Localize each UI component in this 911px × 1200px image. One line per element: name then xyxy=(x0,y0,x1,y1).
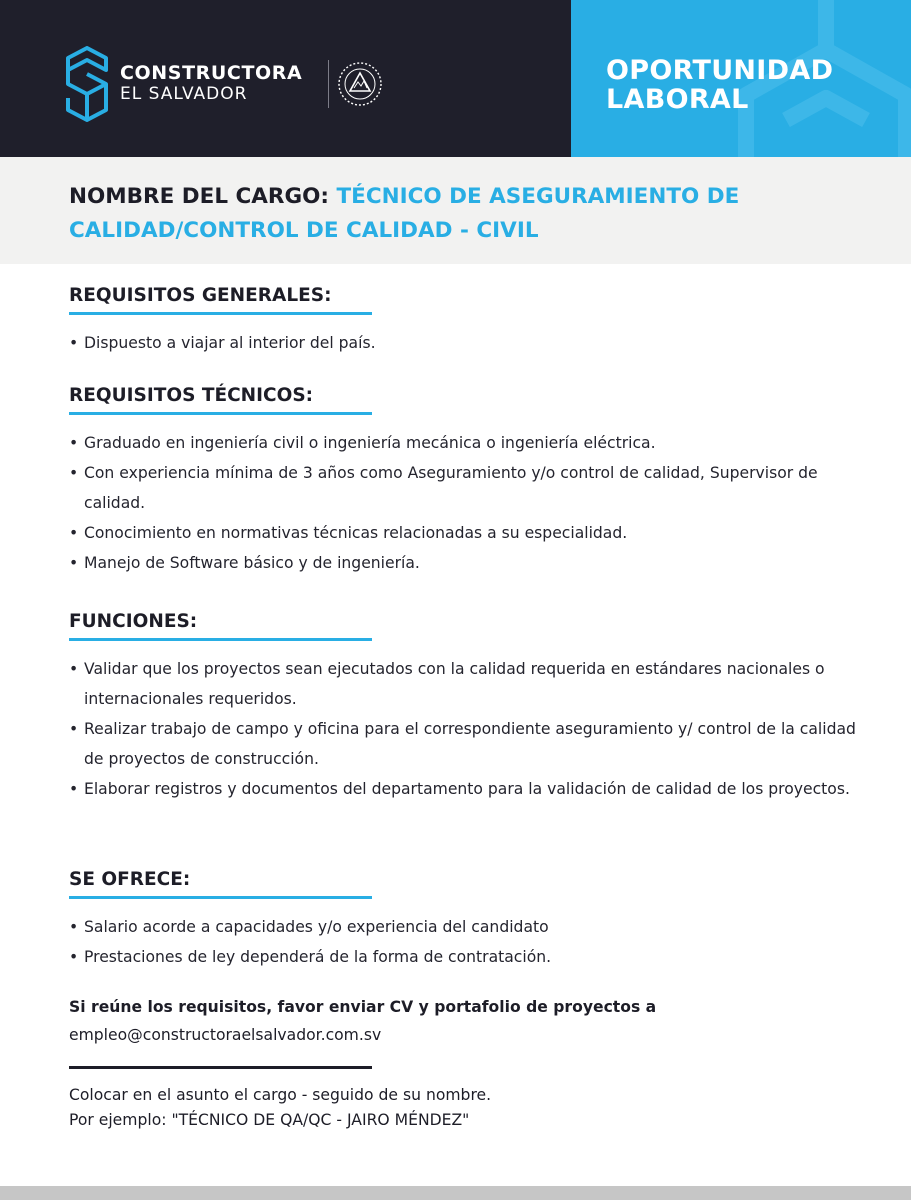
section-requisitos-generales xyxy=(69,283,869,358)
section-underline xyxy=(69,312,372,315)
item-list xyxy=(69,654,869,804)
section-underline xyxy=(69,412,372,415)
footer-bar xyxy=(0,1186,911,1200)
opportunity-line-1: OPORTUNIDAD xyxy=(606,55,834,86)
application-instructions xyxy=(69,993,869,1049)
contact-email[interactable]: empleo@constructoraelsalvador.com.sv xyxy=(69,1026,382,1044)
list-item: • Con experiencia mínima de 3 años como Aseguramiento y/o control de calidad, Supervisor de calidad. xyxy=(69,458,869,518)
list-item: • Dispuesto a viajar al interior del país. xyxy=(69,328,869,358)
section-heading: REQUISITOS TÉCNICOS: xyxy=(69,385,314,406)
section-heading: FUNCIONES: xyxy=(69,611,198,632)
divider-rule xyxy=(69,1066,372,1069)
job-title xyxy=(69,180,869,248)
brand-subname: EL SALVADOR xyxy=(120,84,248,104)
section-requisitos-tecnicos xyxy=(69,383,869,578)
section-underline xyxy=(69,896,372,899)
section-heading: SE OFRECE: xyxy=(69,869,191,890)
item-list xyxy=(69,912,869,972)
brand-name: CONSTRUCTORA xyxy=(120,62,303,84)
list-item: • Realizar trabajo de campo y oficina para el correspondiente aseguramiento y/ control de la calidad de proyectos de construcción. xyxy=(69,714,869,774)
job-title-label: NOMBRE DEL CARGO: xyxy=(69,184,337,209)
government-seal-icon xyxy=(336,60,384,108)
brand-divider xyxy=(328,60,329,108)
item-list xyxy=(69,328,869,358)
list-item: • Elaborar registros y documentos del departamento para la validación de calidad de los proyectos. xyxy=(69,774,869,804)
note-line-1: Colocar en el asunto el cargo - seguido de su nombre. xyxy=(69,1086,492,1104)
constructora-logo-icon xyxy=(66,46,108,122)
list-item: • Prestaciones de ley dependerá de la forma de contratación. xyxy=(69,942,869,972)
list-item: • Graduado en ingeniería civil o ingeniería mecánica o ingeniería eléctrica. xyxy=(69,428,869,458)
section-se-ofrece xyxy=(69,867,869,972)
note-line-2: Por ejemplo: "TÉCNICO DE QA/QC - JAIRO MÉNDEZ" xyxy=(69,1111,470,1129)
cta-text: Si reúne los requisitos, favor enviar CV y portafolio de proyectos a xyxy=(69,998,657,1016)
section-underline xyxy=(69,638,372,641)
list-item: • Conocimiento en normativas técnicas relacionadas a su especialidad. xyxy=(69,518,869,548)
list-item: • Validar que los proyectos sean ejecutados con la calidad requerida en estándares nacionales o internacionales requeridos. xyxy=(69,654,869,714)
job-title-value: TÉCNICO DE ASEGURAMIENTO DE CALIDAD/CONTROL DE CALIDAD - CIVIL xyxy=(69,184,740,243)
opportunity-title xyxy=(606,56,833,114)
section-funciones xyxy=(69,609,869,804)
item-list xyxy=(69,428,869,578)
opportunity-line-2: LABORAL xyxy=(606,84,749,115)
header xyxy=(0,0,911,157)
subject-note xyxy=(69,1083,869,1133)
section-heading: REQUISITOS GENERALES: xyxy=(69,285,332,306)
list-item: • Salario acorde a capacidades y/o experiencia del candidato xyxy=(69,912,869,942)
list-item: • Manejo de Software básico y de ingeniería. xyxy=(69,548,869,578)
